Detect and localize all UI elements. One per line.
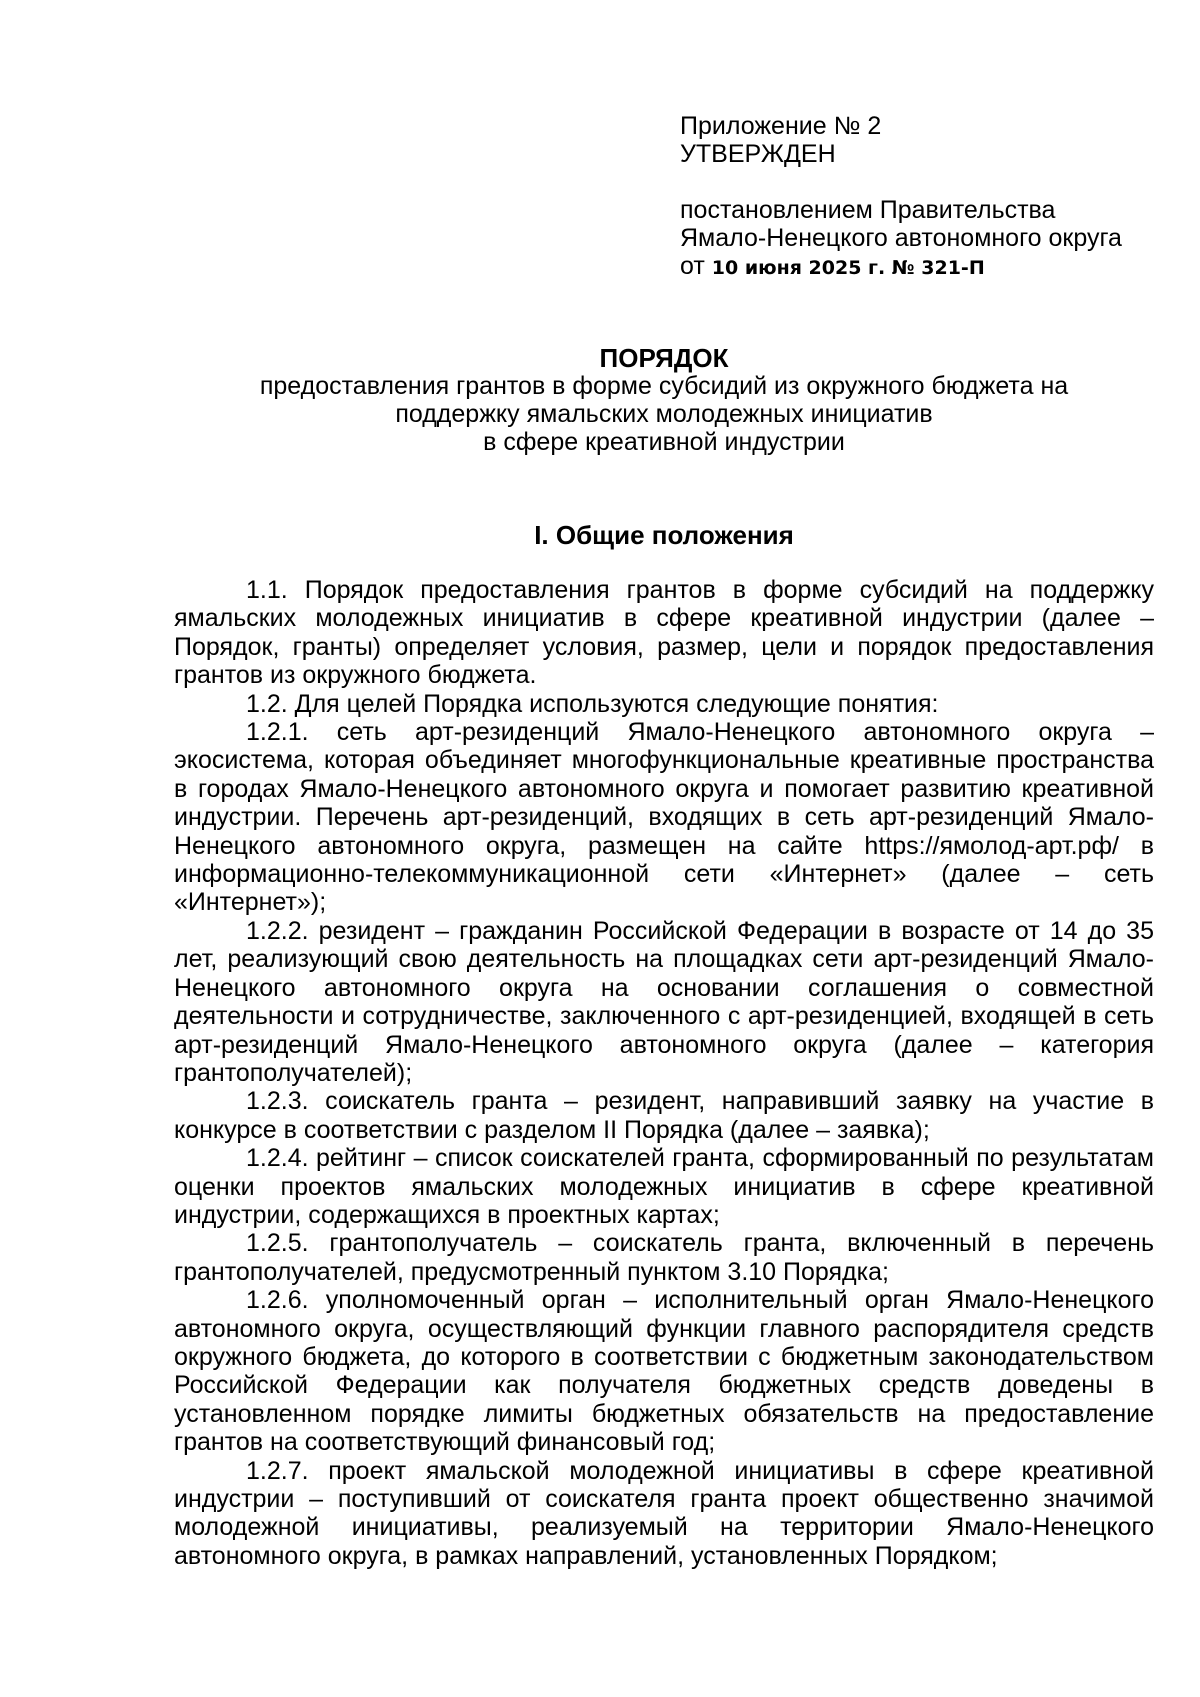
- decree-date-line: [680, 252, 1180, 282]
- paragraph-1-2: 1.2. Для целей Порядка используются следующие понятия:: [246, 689, 939, 718]
- paragraph-1-2-4: 1.2.4. рейтинг – список соискателей гранта, сформированный по результатам оценки проектов ямальских молодежных инициатив в сфере креативной индустрии, содержащихся в проектных картах;: [174, 1144, 1154, 1229]
- document-title: [174, 344, 1154, 456]
- document-body: [174, 576, 1154, 1570]
- title-line-3: в сфере креативной индустрии: [483, 428, 845, 456]
- paragraph-1-1: 1.1. Порядок предоставления грантов в форме субсидий на поддержку ямальских молодежных инициатив в сфере креативной индустрии (далее – Порядок, гранты) определяет условия, размер, цели и порядок предоставления грантов из окружного бюджета.: [174, 576, 1154, 690]
- decree-line-2: Ямало-Ненецкого автономного округа: [680, 224, 1122, 252]
- title-line-1: предоставления грантов в форме субсидий из окружного бюджета на: [259, 372, 1069, 400]
- decree-line-1: постановлением Правительства: [680, 196, 1056, 224]
- paragraph-1-2-3: 1.2.3. соискатель гранта – резидент, направивший заявку на участие в конкурсе в соответствии с разделом II Порядка (далее – заявка);: [174, 1087, 1154, 1144]
- paragraph-1-2-7: 1.2.7. проект ямальской молодежной инициативы в сфере креативной индустрии – поступивший от соискателя гранта проект общественно значимой молодежной инициативы, реализуемый на территории Ямало-Ненецкого автономного округа, в рамках направлений, установленных Порядком;: [174, 1456, 1154, 1570]
- section-heading: I. Общие положения: [534, 520, 794, 550]
- paragraph-1-2-2: 1.2.2. резидент – гражданин Российской Федерации в возрасте от 14 до 35 лет, реализующий свою деятельность на площадках сети арт-резиденций Ямало-Ненецкого автономного округа на основании соглашения о совместной деятельности и сотрудничестве, заключенного с арт-резиденцией, входящей в сеть арт-резиденций Ямало-Ненецкого автономного округа (далее – категория грантополучателей);: [174, 916, 1154, 1087]
- title-main: ПОРЯДОК: [599, 343, 729, 373]
- paragraph-1-2-1: 1.2.1. сеть арт-резиденций Ямало-Ненецкого автономного округа – экосистема, которая объединяет многофункциональные креативные пространства в городах Ямало-Ненецкого автономного округа и помогает развитию креативной индустрии. Перечень арт-резиденций, входящих в сеть арт-резиденций Ямало-Ненецкого автономного округа, размещен на сайте https://ямолод-арт.рф/ в информационно-телекоммуникационной сети «Интернет» (далее – сеть «Интернет»);: [174, 718, 1154, 917]
- paragraph-1-2-6: 1.2.6. уполномоченный орган – исполнительный орган Ямало-Ненецкого автономного округа, осуществляющий функции главного распорядителя средств окружного бюджета, до которого в соответствии с бюджетным законодательством Российской Федерации как получателя бюджетных средств доведены в установленном порядке лимиты бюджетных обязательств на предоставление грантов на соответствующий финансовый год;: [174, 1286, 1154, 1457]
- paragraph-1-2-5: 1.2.5. грантополучатель – соискатель гранта, включенный в перечень грантополучателей, предусмотренный пунктом 3.10 Порядка;: [174, 1229, 1154, 1286]
- appendix-number: Приложение № 2: [680, 112, 882, 140]
- approved-label: УТВЕРЖДЕН: [680, 140, 836, 168]
- decree-prefix: от: [680, 252, 705, 280]
- spacer: [680, 168, 1180, 196]
- decree-date: 10 июня 2025 г. № 321-П: [711, 257, 985, 279]
- approval-block: [680, 112, 1180, 282]
- title-line-2: поддержку ямальских молодежных инициатив: [395, 400, 933, 428]
